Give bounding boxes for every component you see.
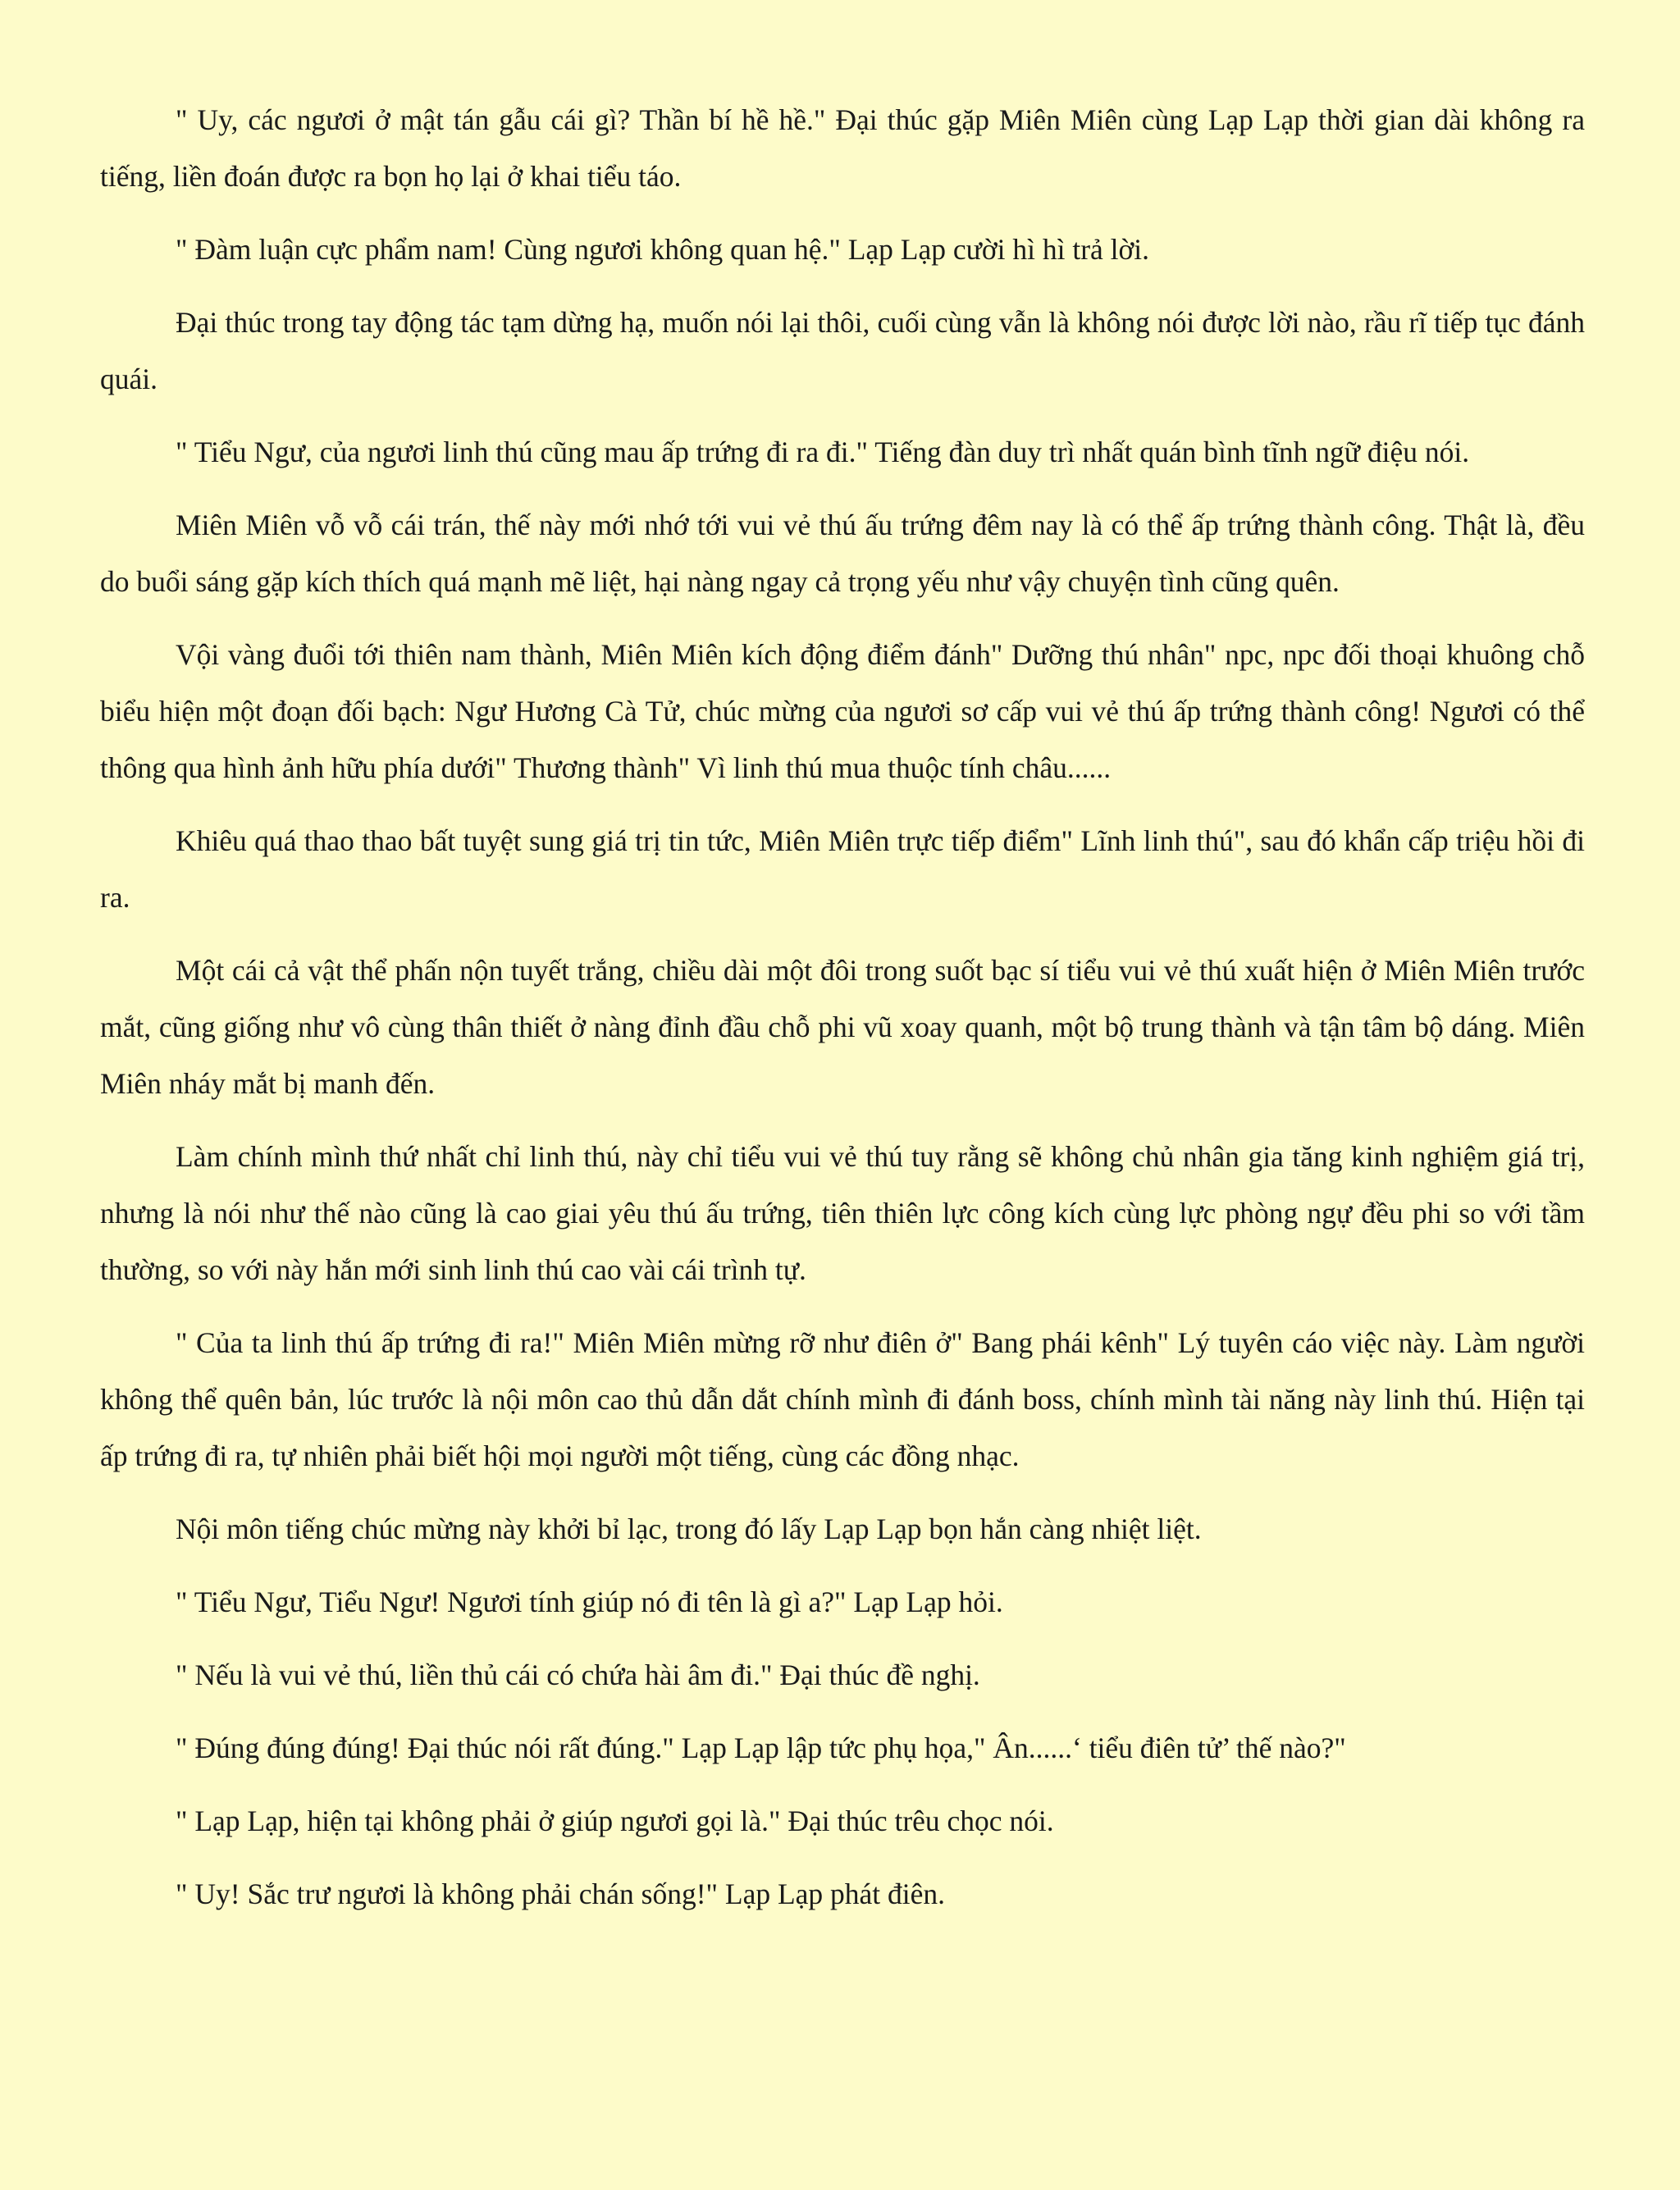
paragraph: " Của ta linh thú ấp trứng đi ra!" Miên Miên mừng rỡ như điên ở" Bang phái kênh" Lý tuyên cáo việc này. Làm người không thể quên bản, lúc trước là nội môn cao thủ dẫn dắt chính mình đi đánh boss, chính mình tài năng này linh thú. Hiện tại ấp trứng đi ra, tự nhiên phải biết hội mọi người một tiếng, cùng các đồng nhạc.: [100, 1326, 1585, 1472]
paragraph: " Uy! Sắc trư ngươi là không phải chán sống!" Lạp Lạp phát điên.: [176, 1877, 946, 1910]
paragraph: " Lạp Lạp, hiện tại không phải ở giúp ngươi gọi là." Đại thúc trêu chọc nói.: [176, 1804, 1054, 1837]
paragraph: " Uy, các ngươi ở mật tán gẫu cái gì? Thần bí hề hề." Đại thúc gặp Miên Miên cùng Lạp Lạp thời gian dài không ra tiếng, liền đoán được ra bọn họ lại ở khai tiểu táo.: [100, 103, 1585, 193]
paragraph: Một cái cả vật thể phấn nộn tuyết trắng, chiều dài một đôi trong suốt bạc sí tiểu vui vẻ thú xuất hiện ở Miên Miên trước mắt, cũng giống như vô cùng thân thiết ở nàng đỉnh đầu chỗ phi vũ xoay quanh, một bộ trung thành và tận tâm bộ dáng. Miên Miên nháy mắt bị manh đến.: [100, 954, 1585, 1100]
paragraph: Khiêu quá thao thao bất tuyệt sung giá trị tin tức, Miên Miên trực tiếp điểm" Lĩnh linh thú", sau đó khẩn cấp triệu hồi đi ra.: [100, 824, 1585, 914]
paragraph: Làm chính mình thứ nhất chỉ linh thú, này chỉ tiểu vui vẻ thú tuy rằng sẽ không chủ nhân gia tăng kinh nghiệm giá trị, nhưng là nói như thế nào cũng là cao giai yêu thú ấu trứng, tiên thiên lực công kích cùng lực phòng ngự đều phi so với tầm thường, so với này hắn mới sinh linh thú cao vài cái trình tự.: [100, 1140, 1585, 1286]
paragraph: Miên Miên vỗ vỗ cái trán, thế này mới nhớ tới vui vẻ thú ấu trứng đêm nay là có thể ấp trứng thành công. Thật là, đều do buổi sáng gặp kích thích quá mạnh mẽ liệt, hại nàng ngay cả trọng yếu như vậy chuyện tình cũng quên.: [100, 509, 1585, 598]
paragraph: " Đàm luận cực phẩm nam! Cùng ngươi không quan hệ." Lạp Lạp cười hì hì trả lời.: [176, 233, 1150, 266]
paragraph: " Tiểu Ngư, của ngươi linh thú cũng mau ấp trứng đi ra đi." Tiếng đàn duy trì nhất quán bình tĩnh ngữ điệu nói.: [176, 436, 1470, 468]
paragraph: " Đúng đúng đúng! Đại thúc nói rất đúng." Lạp Lạp lập tức phụ họa," Ân......‘ tiểu điên tử’ thế nào?": [176, 1731, 1346, 1764]
paragraph: Nội môn tiếng chúc mừng này khởi bỉ lạc, trong đó lấy Lạp Lạp bọn hắn càng nhiệt liệt.: [176, 1512, 1202, 1545]
paragraph: Đại thúc trong tay động tác tạm dừng hạ, muốn nói lại thôi, cuối cùng vẫn là không nói được lời nào, rầu rĩ tiếp tục đánh quái.: [100, 306, 1585, 395]
paragraph: " Tiểu Ngư, Tiểu Ngư! Ngươi tính giúp nó đi tên là gì a?" Lạp Lạp hỏi.: [176, 1585, 1003, 1618]
paragraph: Vội vàng đuổi tới thiên nam thành, Miên Miên kích động điểm đánh" Dưỡng thú nhân" npc, npc đối thoại khuông chỗ biểu hiện một đoạn đối bạch: Ngư Hương Cà Tử, chúc mừng của ngươi sơ cấp vui vẻ thú ấp trứng thành công! Ngươi có thể thông qua hình ảnh hữu phía dưới" Thương thành" Vì linh thú mua thuộc tính châu......: [100, 638, 1585, 784]
paragraph: " Nếu là vui vẻ thú, liền thủ cái có chứa hài âm đi." Đại thúc đề nghị.: [176, 1658, 980, 1691]
